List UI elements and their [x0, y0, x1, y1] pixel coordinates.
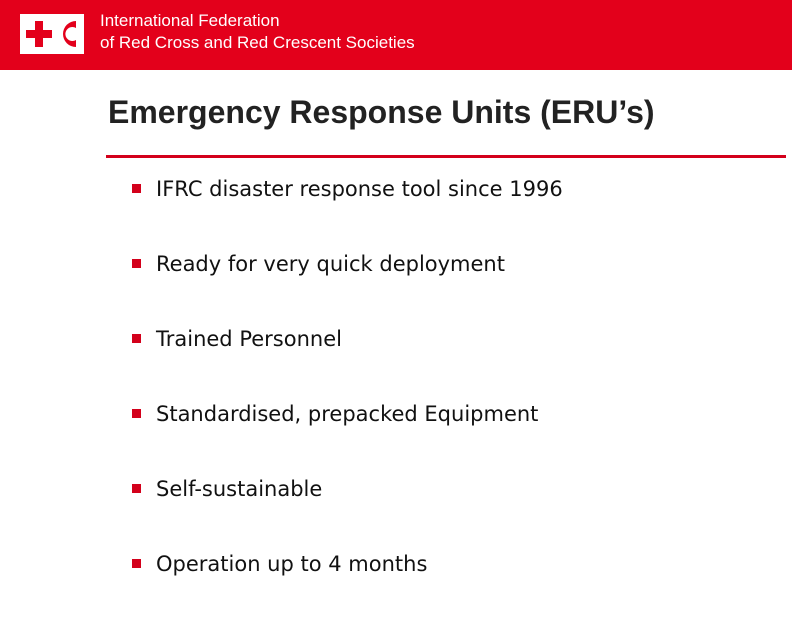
bullet-item	[132, 324, 563, 399]
bullet-item	[132, 174, 563, 249]
square-bullet-icon	[132, 484, 141, 493]
bullet-text: Standardised, prepacked Equipment	[156, 402, 539, 426]
bullet-item	[132, 474, 563, 549]
bullet-text: Trained Personnel	[156, 327, 342, 351]
square-bullet-icon	[132, 334, 141, 343]
square-bullet-icon	[132, 259, 141, 268]
square-bullet-icon	[132, 559, 141, 568]
bullet-list	[132, 174, 563, 624]
title-divider	[106, 155, 786, 158]
slide-title: Emergency Response Units (ERU’s)	[108, 94, 655, 130]
header-bar	[0, 0, 792, 70]
bullet-text: Self-sustainable	[156, 477, 323, 501]
organization-name-line-1: International Federation	[100, 11, 280, 30]
bullet-item	[132, 549, 563, 624]
red-cross-red-crescent-logo-icon	[20, 14, 84, 54]
organization-name-line-2: of Red Cross and Red Crescent Societies	[100, 33, 415, 52]
square-bullet-icon	[132, 409, 141, 418]
organization-name	[100, 10, 415, 54]
bullet-item	[132, 399, 563, 474]
square-bullet-icon	[132, 184, 141, 193]
bullet-text: Operation up to 4 months	[156, 552, 428, 576]
bullet-text: Ready for very quick deployment	[156, 252, 505, 276]
bullet-item	[132, 249, 563, 324]
bullet-text: IFRC disaster response tool since 1996	[156, 177, 563, 201]
